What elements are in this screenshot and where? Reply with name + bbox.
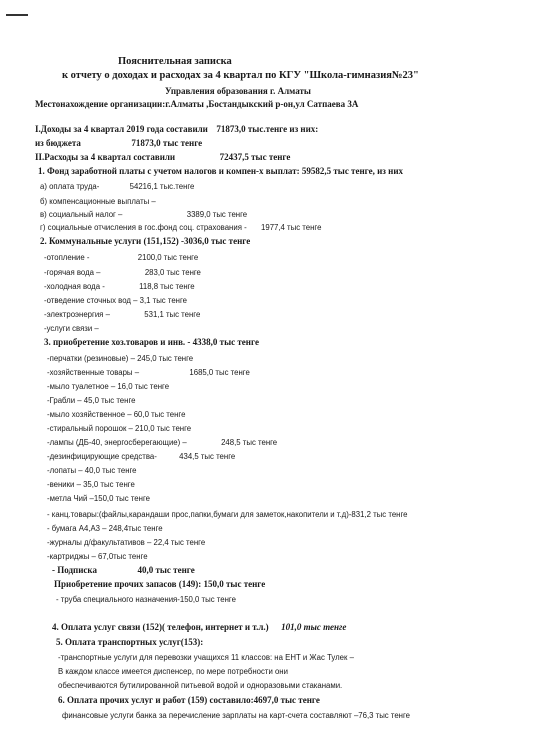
section-5-heading: 5. Оплата транспортных услуг(153): [56, 637, 204, 647]
s3-pipe: - труба специального назначения-150,0 тыс тенге [56, 595, 236, 604]
doc-location: Местонахождение организации:г.Алматы ,Бостандыкский р-он,ул Сатпаева 3А [35, 99, 359, 109]
income-budget-row [35, 138, 202, 149]
s3-broom-chiy: -метла Чий –150,0 тыс тенге [47, 494, 150, 503]
expenses-heading-text: II.Расходы за 4 квартал составили [35, 152, 176, 162]
s5-line-2: В каждом классе имеется диспенсер, по мере потребности они [58, 667, 288, 676]
s3-household-value: 1685,0 тыс тенге [189, 368, 250, 377]
section-6-heading: 6. Оплата прочих услуг и работ (159) составило:4697,0 тыс тенге [58, 695, 320, 705]
s1-a-value: 54216,1 тыс.тенге [129, 182, 195, 191]
s2-heat-value: 2100,0 тыс тенге [137, 253, 199, 262]
s5-line-1: -транспортные услуги для перевозки учащихся 11 классов: на ЕНТ и Жас Тулек – [58, 653, 354, 662]
s1-c-value: 3389,0 тыс тенге [186, 210, 248, 219]
corner-dash-mark [6, 14, 28, 16]
s1-c-row [40, 209, 247, 220]
doc-title: Пояснительная записка [118, 56, 232, 67]
s3-lamps-row [47, 437, 277, 448]
s3-disinfect-row [47, 451, 235, 462]
expenses-total: 72437,5 тыс тенге [219, 152, 291, 162]
s3-stationery: - канц.товары:(файлы,карандаши прос,папки,бумаги для заметок,накопители и т.д)-831,2 тыс тенге [47, 510, 408, 519]
income-heading [35, 124, 318, 135]
s1-d-row [40, 222, 321, 233]
s1-b-row: б) компенсационные выплаты – [40, 197, 156, 206]
s3-subscription-value: 40,0 тыс тенге [137, 565, 195, 575]
s3-journals: -журналы д/факультативов – 22,4 тыс тенге [47, 538, 206, 547]
s2-hot-row [44, 267, 201, 278]
s3-subscription-label: - Подписка [52, 565, 97, 575]
s1-d-label: г) социальные отчисления в гос.фонд соц. страхования - [40, 223, 247, 232]
s2-hot-label: -горячая вода – [44, 268, 101, 277]
s3-disinfect-label: -дезинфицирующие средства- [47, 452, 157, 461]
s1-c-label: в) социальный налог – [40, 210, 123, 219]
expenses-heading [35, 152, 290, 163]
s3-household-label: -хозяйственные товары – [47, 368, 140, 377]
s3-household-soap: -мыло хозяйственное – 60,0 тыс тенге [47, 410, 186, 419]
s1-a-label: а) оплата труда- [40, 182, 100, 191]
section-3-heading: 3. приобретение хоз.товаров и инв. - 4338,0 тыс тенге [44, 337, 259, 347]
s3-disinfect-value: 434,5 тыс тенге [179, 452, 236, 461]
s3-subscription-row [52, 565, 195, 576]
income-heading-text: I.Доходы за 4 квартал 2019 года составили [35, 124, 208, 134]
s3-household-row [47, 367, 250, 378]
s2-hot-value: 283,0 тыс тенге [144, 268, 201, 277]
s2-elec-value: 531,1 тыс тенге [144, 310, 201, 319]
s2-heat-row [44, 252, 198, 263]
section-4-heading [52, 622, 346, 633]
s3-cartridges: -картриджы – 67,0тыс тенге [47, 552, 148, 561]
s6-line-1: финансовые услуги банка за перечисление зарплаты на карт-счета составляют –76,3 тыс тенге [62, 711, 411, 720]
s3-other-heading: Приобретение прочих запасов (149): 150,0 тыс тенге [54, 579, 266, 589]
income-budget-label: из бюджета [35, 138, 81, 148]
section-2-heading: 2. Коммунальные услуги (151,152) -3036,0 тыс тенге [40, 236, 251, 246]
s3-shovels: -лопаты – 40,0 тыс тенге [47, 466, 137, 475]
s2-heat-label: -отопление - [44, 253, 90, 262]
section-1-heading: 1. Фонд заработной платы с учетом налогов и компен-х выплат: 59582,5 тыс тенге, из них [38, 166, 404, 176]
s3-powder: -стиральный порошок – 210,0 тыс тенге [47, 424, 192, 433]
s5-line-3: обеспечиваются бутилированной питьевой водой и одноразовыми стаканами. [58, 681, 343, 690]
s2-comm-row: -услуги связи – [44, 324, 99, 333]
s3-paper: - бумага А4,А3 – 248,4тыс тенге [47, 524, 163, 533]
s3-brooms: -веники – 35,0 тыс тенге [47, 480, 135, 489]
s2-cold-row [44, 281, 195, 292]
s1-d-value: 1977,4 тыс тенге [261, 223, 322, 232]
income-total: 71873,0 тыс.тенге из них: [216, 124, 319, 134]
s2-elec-label: -электроэнергия – [44, 310, 110, 319]
doc-department: Управления образования г. Алматы [165, 86, 311, 96]
s2-elec-row [44, 309, 200, 320]
s2-sewer-row: -отведение сточных вод – 3,1 тыс тенге [44, 296, 188, 305]
s4-heading-text: 4. Оплата услуг связи (152)( телефон, интернет и т.л.) [52, 622, 269, 632]
s3-lamps-value: 248,5 тыс тенге [221, 438, 278, 447]
income-budget-value: 71873,0 тыс тенге [131, 138, 203, 148]
s3-lamps-label: -лампы (ДБ-40, энергосберегающие) – [47, 438, 187, 447]
s4-value: 101,0 тыс тенге [281, 622, 347, 632]
doc-subtitle: к отчету о доходах и расходах за 4 квартал по КГУ "Школа-гимназия№23" [62, 70, 419, 81]
s2-cold-value: 118,8 тыс тенге [139, 282, 195, 291]
s3-gloves: -перчатки (резиновые) – 245,0 тыс тенге [47, 354, 194, 363]
s3-rakes: -Грабли – 45,0 тыс тенге [47, 396, 136, 405]
s3-toilet-soap: -мыло туалетное – 16,0 тыс тенге [47, 382, 170, 391]
s2-cold-label: -холодная вода - [44, 282, 105, 291]
s1-a-row [40, 181, 194, 192]
